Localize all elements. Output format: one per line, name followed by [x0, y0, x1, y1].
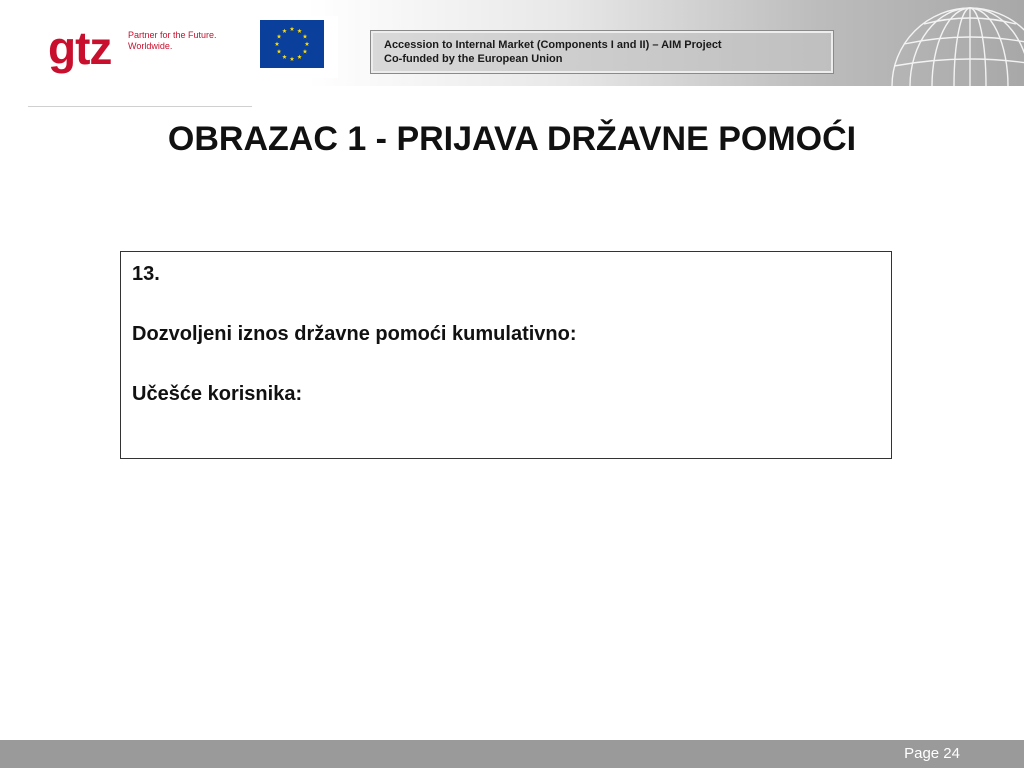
form-section-number: 13. [132, 263, 160, 285]
allowed-amount-label: Dozvoljeni iznos državne pomoći kumulativno: [132, 323, 577, 345]
gtz-wordmark: gtz [48, 22, 112, 74]
page-title: OBRAZAC 1 - PRIJAVA DRŽAVNE POMOĆI [167, 120, 857, 158]
project-info-box [370, 30, 834, 74]
globe-icon [880, 0, 1024, 86]
form-section-box [120, 251, 892, 459]
beneficiary-share-label: Učešće korisnika: [132, 383, 303, 405]
gtz-tagline: Partner for the Future. Worldwide. [128, 30, 217, 51]
eu-flag-icon [260, 20, 324, 68]
project-title: Accession to Internal Market (Components I and II) – AIM Project [384, 39, 722, 51]
page-number: Page 24 [904, 745, 960, 762]
eu-flag-container [252, 16, 338, 78]
project-funding: Co-funded by the European Union [384, 53, 563, 65]
footer-bar [0, 740, 1024, 768]
header-band [0, 0, 1024, 86]
gtz-logo [48, 22, 228, 78]
header-divider [28, 106, 252, 107]
